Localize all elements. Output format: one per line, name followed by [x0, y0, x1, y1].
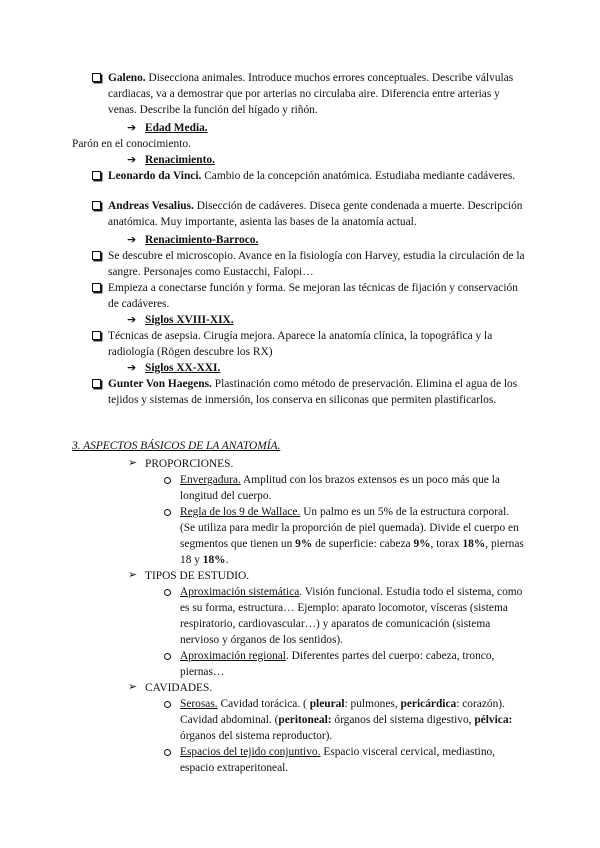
- microscopio-paragraph: Se descubre el microscopio. Avance en la fisiología con Harvey, estudia la circulación de la sangre. Personajes como Eustacchi, Falopi…: [108, 250, 525, 278]
- chevron-right-icon: ➢: [128, 568, 138, 581]
- asepsia-paragraph: Técnicas de asepsia. Cirugía mejora. Aparece la anatomía clínica, la topográfica y la radiología (Rögen descubre los RX): [108, 330, 493, 358]
- heading-renacimiento: Renacimiento.: [145, 154, 215, 166]
- arrow-right-icon: ➔: [127, 361, 137, 374]
- arrow-right-icon: ➔: [127, 313, 137, 326]
- conjuntivo-paragraph: Espacios del tejido conjuntivo. Espacio visceral cervical, mediastino, espacio extraperitoneal.: [180, 746, 496, 774]
- checkbox-bullet-icon: [92, 251, 101, 260]
- funcion-forma-paragraph: Empieza a conectarse función y forma. Se mejoran las técnicas de fijación y conservación de cadáveres.: [108, 282, 518, 310]
- circle-bullet-icon: [164, 701, 171, 708]
- proporciones-label: PROPORCIONES.: [145, 458, 234, 470]
- heading-siglos-xviii-xix: Siglos XVIII-XIX.: [145, 314, 234, 326]
- hagens-paragraph: Gunter Von Haegens. Plastinación como método de preservación. Elimina el agua de los tejidos y sistemas de inmersión, los conserva en siliconas que permiten plastificarlos.: [108, 378, 518, 406]
- heading-edad-media: Edad Media.: [145, 122, 208, 134]
- sistematica-paragraph: Aproximación sistemática. Visión funcional. Estudia todo el sistema, como es su forma, estructura… Ejemplo: aparato locomotor, vísceras (sistema respiratorio, cardiovascular…) y aparatos de comunicación (sistema nervioso y órganos de los sentidos).: [180, 586, 523, 646]
- chevron-right-icon: ➢: [128, 680, 138, 693]
- checkbox-bullet-icon: [92, 171, 101, 180]
- checkbox-bullet-icon: [92, 201, 101, 210]
- galeno-paragraph: Galeno. Disecciona animales. Introduce muchos errores conceptuales. Describe válvulas cardiacas, va a demostrar que por arterias no circulaba aire. Diferencia entre arterias y venas. Describe la función del hígado y riñón.: [108, 72, 514, 116]
- heading-siglos-xx-xxi: Siglos XX-XXI.: [145, 362, 221, 374]
- checkbox-bullet-icon: [92, 331, 101, 340]
- arrow-right-icon: ➔: [127, 153, 137, 166]
- cavidades-label: CAVIDADES.: [145, 682, 213, 694]
- checkbox-bullet-icon: [92, 379, 101, 388]
- checkbox-bullet-icon: [92, 73, 101, 82]
- chevron-right-icon: ➢: [128, 456, 138, 469]
- section-3-title: 3. ASPECTOS BÁSICOS DE LA ANATOMÍA.: [72, 440, 281, 452]
- galeno-name: Galeno.: [108, 72, 146, 84]
- tipos-label: TIPOS DE ESTUDIO.: [145, 570, 250, 582]
- serosas-paragraph: Serosas. Cavidad torácica. ( pleural: pulmones, pericárdica: corazón). Cavidad abdominal. (peritoneal: órganos del sistema digestivo, pélvica: órganos del sistema reproductor).: [180, 698, 513, 742]
- wallace-paragraph: Regla de los 9 de Wallace. Un palmo es un 5% de la estructura corporal. (Se utiliza para medir la proporción de piel quemada). Divide el cuerpo en segmentos que tienen un 9% de superficie: cabeza 9%, torax 18%, piernas 18 y 18%.: [180, 506, 524, 566]
- envergadura-paragraph: Envergadura. Amplitud con los brazos extensos es un poco más que la longitud del cuerpo.: [180, 474, 500, 502]
- circle-bullet-icon: [164, 589, 171, 596]
- heading-renacimiento-barroco: Renacimiento-Barroco.: [145, 234, 259, 246]
- arrow-right-icon: ➔: [127, 121, 137, 134]
- circle-bullet-icon: [164, 653, 171, 660]
- arrow-right-icon: ➔: [127, 233, 137, 246]
- vesalius-paragraph: Andreas Vesalius. Disección de cadáveres. Diseca gente condenada a muerte. Descripción anatómica. Muy importante, asienta las bases de la anatomía actual.: [108, 200, 523, 228]
- checkbox-bullet-icon: [92, 283, 101, 292]
- paron-text: Parón en el conocimiento.: [72, 138, 191, 150]
- circle-bullet-icon: [164, 477, 171, 484]
- regional-paragraph: Aproximación regional. Diferentes partes del cuerpo: cabeza, tronco, piernas…: [180, 650, 495, 678]
- circle-bullet-icon: [164, 749, 171, 756]
- circle-bullet-icon: [164, 509, 171, 516]
- leonardo-paragraph: Leonardo da Vinci. Cambio de la concepción anatómica. Estudiaba mediante cadáveres.: [108, 170, 516, 182]
